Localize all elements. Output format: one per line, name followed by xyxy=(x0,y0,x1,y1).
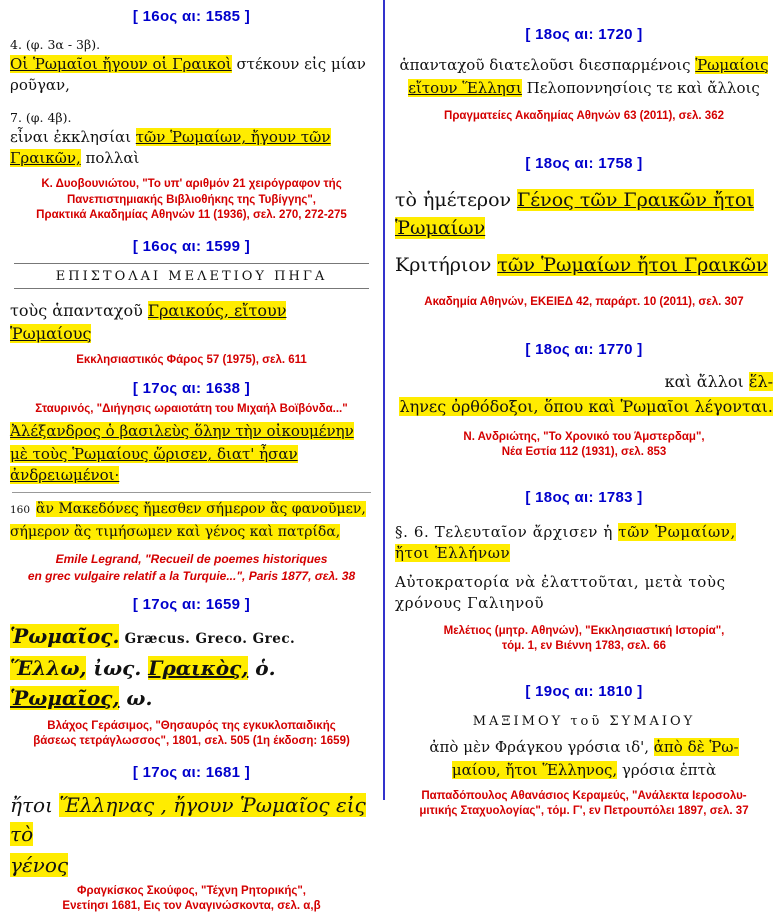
quote-text: τοὺς ἁπανταχοῦ xyxy=(10,300,148,320)
quote-line xyxy=(10,421,373,442)
citation-line: Βλάχος Γεράσιμος, "Θησαυρός της εγκυκλοπαιδικής xyxy=(47,719,336,732)
quote-text: ἀπὸ μὲν Φράγκου γρόσια ιδ', xyxy=(429,737,654,756)
citation-line: τόμ. 1, εν Βιέννη 1783, σελ. 66 xyxy=(502,640,666,653)
citation xyxy=(395,624,773,655)
quote-text: Κριτήριον xyxy=(395,253,498,276)
citation xyxy=(395,430,773,461)
citation-line: Πραγματείες Ακαδημίας Αθηνών 63 (2011), σελ. 362 xyxy=(444,110,724,122)
dictionary-text: ἰως. xyxy=(86,655,149,680)
citation-line: Εκκλησιαστικός Φάρος 57 (1975), σελ. 611 xyxy=(76,353,307,366)
quote-text: Αὐτοκρατορία νὰ ἐλαττοῦται, μετὰ τοὺς χρόνους Γαλιηνοῦ xyxy=(395,572,726,612)
century-header: [ 19ος αι: 1810 ] xyxy=(525,682,643,700)
highlighted-text: ἂν Μακεδόνες ἤμεσθεν σήμερον ἂς φανοῦμεν, xyxy=(36,501,366,518)
folio-reference: 4. (φ. 3α - 3β). xyxy=(10,37,101,52)
highlighted-text: ἀπὸ δὲ Ῥω- xyxy=(653,737,739,756)
highlighted-text: ἕλ- xyxy=(748,371,773,391)
quote-line xyxy=(395,395,773,418)
dictionary-text: ὁ. xyxy=(248,655,276,680)
verse-number: 160 xyxy=(10,504,31,517)
quote-text: γρόσια ἑπτὰ xyxy=(617,760,717,779)
citation-line: Ακαδημία Αθηνών, ΕΚΕΙΕΔ 42, παράρτ. 10 (2011), σελ. 307 xyxy=(424,296,744,309)
highlighted-text: τῶν Ῥωμαίων ἤτοι Γραικῶν xyxy=(497,253,768,276)
highlighted-text: τῶν Ῥωμαίων, ἤτοι Ἑλλήνων xyxy=(395,522,736,562)
highlighted-text: εἴτουν Ἕλλησι xyxy=(408,79,522,97)
highlighted-text: σήμερον ἂς τιμήσωμεν καὶ γένος καὶ πατρίδα, xyxy=(10,524,341,541)
citation-line: Μελέτιος (μητρ. Αθηνών), "Εκκλησιαστική Ιστορία", xyxy=(443,624,725,637)
highlighted-text: Ῥωμαῖος, xyxy=(10,685,120,710)
quote-line xyxy=(395,572,773,614)
dictionary-text: ω. xyxy=(119,685,153,710)
right-column xyxy=(385,0,783,818)
citation xyxy=(10,719,373,750)
citation-line: Ενετίησι 1681, Εις τον Αναγινώσκοντα, σελ. α,β xyxy=(62,900,321,913)
dictionary-line xyxy=(10,621,373,651)
dictionary-latin-text: Græcus. Greco. Grec. xyxy=(119,630,296,647)
quote-text: Πελοποννησίοις τε καὶ ἄλλοις xyxy=(521,79,760,97)
quote-line xyxy=(10,499,373,520)
quote-line xyxy=(395,737,773,758)
citation-line: Φραγκίσκος Σκούφος, "Τέχνη Ρητορικής", xyxy=(77,884,306,897)
quote-text: πολλαὶ xyxy=(80,149,140,167)
citation xyxy=(10,551,373,583)
citation xyxy=(395,295,773,311)
highlighted-text: Οἱ Ῥωμαῖοι ἤγουν οἱ Γραικοὶ xyxy=(10,55,232,73)
highlighted-text: Γραικούς, εἴτουν Ῥωμαίους xyxy=(10,300,287,343)
quote-line xyxy=(395,760,773,781)
quote-line xyxy=(10,444,373,486)
highlighted-text: γένος xyxy=(10,852,69,877)
quote-line xyxy=(10,54,373,96)
citation-line: Πανεπιστημιακής Βιβλιοθήκης της Τυβίγγης", xyxy=(66,193,316,206)
citation-line: Ν. Ανδριώτης, "Το Χρονικό του Άμστερδαμ", xyxy=(463,430,705,443)
citation-line: en grec vulgaire relatif a la Turquie...", Paris 1877, σελ. 38 xyxy=(27,568,356,583)
quote-line xyxy=(10,127,373,169)
highlighted-text: ληνες ὀρθόδοξοι, ὅπου καὶ Ῥωμαῖοι λέγονται. xyxy=(399,396,773,416)
source-title: ΜΑΞΙΜΟΥ τοῦ ΣΥΜΑΙΟΥ xyxy=(472,713,696,729)
citation xyxy=(395,789,773,820)
quote-line xyxy=(395,55,773,76)
book-title: ΕΠΙΣΤΟΛΑΙ ΜΕΛΕΤΙΟΥ ΠΗΓΑ xyxy=(14,263,369,289)
highlighted-text: Ῥωμαῖος. xyxy=(10,623,120,648)
citation xyxy=(395,109,773,125)
quote-line xyxy=(395,186,773,243)
quote-line xyxy=(395,522,773,564)
highlighted-text: Ἕλλω, xyxy=(10,655,87,680)
citation-line: βάσεως τετράγλωσσος", 1801, σελ. 505 (1η έκδοση: 1659) xyxy=(33,735,350,748)
source-line: Σταυρινός, "Διήγησις ωραιοτάτη του Μιχαήλ Βοϊβόνδα..." xyxy=(35,403,348,416)
quote-line xyxy=(10,299,373,345)
highlighted-text: μὲ τοὺς Ῥωμαίους ὥρισεν, διατ' ἦσαν ἀνδρειωμένοι· xyxy=(10,445,298,485)
quote-line xyxy=(395,78,773,99)
quote-text: στέκουν εἰς μίαν ροῦγαν, xyxy=(10,55,366,94)
citation-line: Πρακτικά Ακαδημίας Αθηνών 11 (1936), σελ. 270, 272-275 xyxy=(36,209,347,222)
century-header: [ 18ος αι: 1770 ] xyxy=(525,340,643,358)
quote-text: εἶναι ἐκκλησίαι xyxy=(10,128,136,146)
citation xyxy=(10,177,373,224)
quote-text: ἁπανταχοῦ διατελοῦσι διεσπαρμένοις xyxy=(399,56,696,74)
divider-rule xyxy=(12,492,371,493)
highlighted-text: τῶν Ῥωμαίων, ἤγουν τῶν Γραικῶν, xyxy=(10,128,331,167)
left-column xyxy=(0,0,383,913)
century-header: [ 18ος αι: 1720 ] xyxy=(525,26,643,43)
century-header: [ 18ος αι: 1783 ] xyxy=(525,488,643,506)
citation-line: Παπαδόπουλος Αθανάσιος Κεραμεύς, "Ανάλεκτα Ιεροσολυ- xyxy=(421,789,747,802)
quote-line xyxy=(395,251,773,280)
quote-line xyxy=(10,522,373,543)
citation-line: μιτικής Σταχυολογίας", τόμ. Γ', εν Πετρουπόλει 1897, σελ. 37 xyxy=(419,805,749,818)
highlighted-text: μαίου, ἤτοι Ἕλληνος, xyxy=(451,760,618,779)
century-header: [ 17ος αι: 1638 ] xyxy=(132,380,251,398)
folio-reference: 7. (φ. 4β). xyxy=(10,110,72,125)
citation-line: Emile Legrand, "Recueil de poemes historiques xyxy=(55,552,328,567)
highlighted-text: Ἀλέξανδρος ὁ βασιλεὺς ὅλην τὴν οἰκουμένην xyxy=(10,422,354,441)
century-header: [ 17ος αι: 1659 ] xyxy=(132,595,251,613)
citation-line: Νέα Εστία 112 (1931), σελ. 853 xyxy=(501,446,667,459)
dictionary-line xyxy=(10,653,373,713)
quote-text: τὸ ἡμέτερον xyxy=(395,188,518,211)
century-header: [ 16ος αι: 1599 ] xyxy=(132,237,251,255)
century-header: [ 16ος αι: 1585 ] xyxy=(132,8,251,25)
highlighted-text: Ἕλληνας , ἤγουν Ῥωμαῖος εἰς τὸ xyxy=(10,792,366,846)
century-header: [ 17ος αι: 1681 ] xyxy=(132,763,251,781)
century-header: [ 18ος αι: 1758 ] xyxy=(525,154,643,172)
highlighted-text: Γένος τῶν Γραικῶν ἤτοι Ῥωμαίων xyxy=(395,188,754,240)
quote-text: §. 6. Τελευταῖον ἄρχισεν ἡ xyxy=(395,522,619,541)
highlighted-text: Ῥωμαίοις xyxy=(695,56,769,74)
citation xyxy=(10,884,373,915)
quote-text: καὶ ἄλλοι xyxy=(664,371,749,391)
quote-line xyxy=(395,370,773,393)
quote-text: ἤτοι xyxy=(10,792,60,817)
highlighted-text: Γραικὸς, xyxy=(148,655,249,680)
citation-line: Κ. Δυοβουνιώτου, "Το υπ' αριθμόν 21 χειρόγραφον τής xyxy=(41,178,342,190)
citation xyxy=(10,353,373,369)
quote-line xyxy=(10,851,373,880)
